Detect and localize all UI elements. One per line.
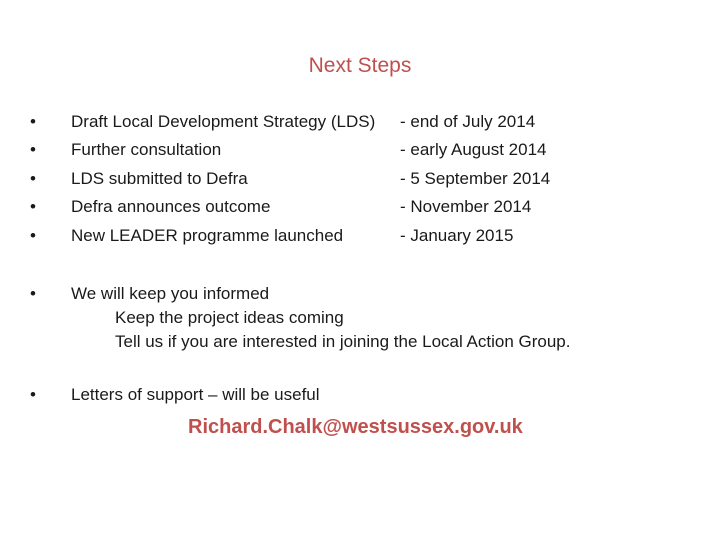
timeline-item-date: - January 2015 bbox=[400, 226, 514, 245]
timeline-item-label: Further consultation bbox=[71, 140, 222, 159]
timeline-item-label: New LEADER programme launched bbox=[71, 226, 344, 245]
bullet-dot: • bbox=[30, 197, 36, 216]
timeline-item-label: LDS submitted to Defra bbox=[71, 169, 248, 188]
timeline-item-label: Defra announces outcome bbox=[71, 197, 271, 216]
informed-label: We will keep you informed bbox=[71, 284, 270, 303]
timeline-item-date: - November 2014 bbox=[400, 197, 532, 216]
timeline-item-date: - 5 September 2014 bbox=[400, 169, 551, 188]
support-label: Letters of support – will be useful bbox=[71, 385, 320, 404]
contact-email[interactable]: Richard.Chalk@westsussex.gov.uk bbox=[188, 416, 523, 438]
timeline-item-label: Draft Local Development Strategy (LDS) bbox=[71, 112, 376, 131]
bullet-dot: • bbox=[30, 226, 36, 245]
bullet-dot: • bbox=[30, 284, 36, 303]
timeline-item-date: - early August 2014 bbox=[400, 140, 547, 159]
slide-title: Next Steps bbox=[308, 54, 412, 77]
bullet-dot: • bbox=[30, 140, 36, 159]
informed-sub-item: Tell us if you are interested in joining the Local Action Group. bbox=[115, 332, 571, 351]
bullet-dot: • bbox=[30, 169, 36, 188]
timeline-item-date: - end of July 2014 bbox=[400, 112, 536, 131]
bullet-dot: • bbox=[30, 112, 36, 131]
informed-sub-item: Keep the project ideas coming bbox=[115, 308, 344, 327]
bullet-dot: • bbox=[30, 385, 36, 404]
